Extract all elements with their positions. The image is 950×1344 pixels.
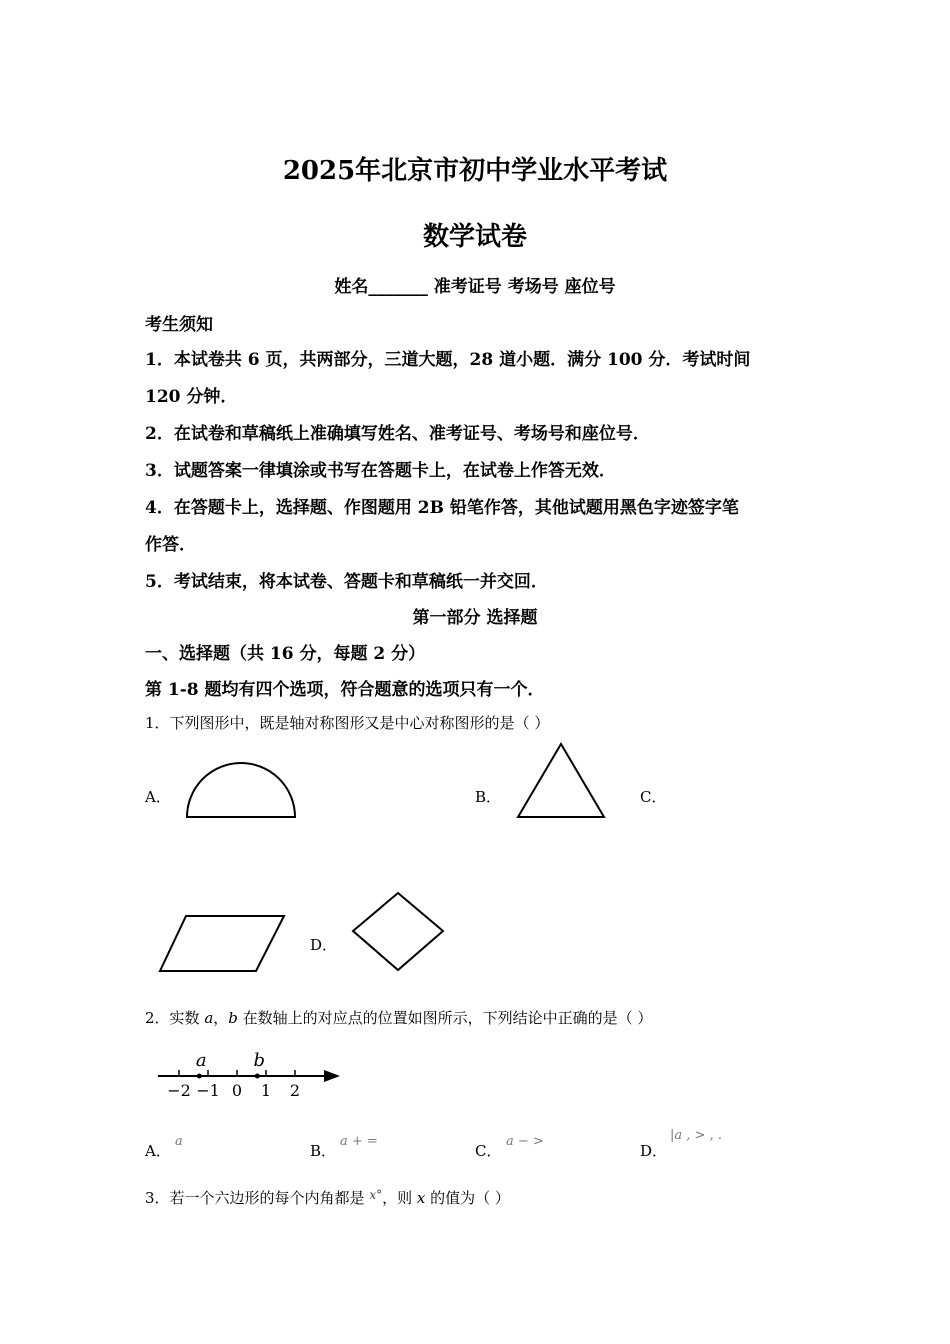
parallelogram-figure (156, 914, 288, 976)
notice-item: 120 分钟． (145, 387, 238, 407)
q2-stem-prefix: 2．实数 (145, 1009, 205, 1027)
number-line-figure (150, 1046, 350, 1102)
candidate-info-line: 姓名_______ 准考证号 考场号 座位号 (334, 277, 616, 297)
number-line-label-a: a (195, 1050, 207, 1071)
q3-stem-mid: ，则 (382, 1189, 417, 1207)
number-line-tick-label: 1 (260, 1081, 272, 1100)
q3-var-x: x (416, 1189, 426, 1207)
notice-item: 2．在试卷和草稿纸上准确填写姓名、准考证号、考场号和座位号． (145, 424, 650, 444)
notice-heading: 考生须知 (145, 315, 213, 335)
notice-item: 4．在答题卡上，选择题、作图题用 2B 铅笔作答，其他试题用黑色字迹签字笔 (145, 498, 739, 518)
number-line-tick-label: 0 (231, 1081, 243, 1100)
q2-comma: ， (213, 1009, 229, 1027)
question-2-stem (145, 1007, 652, 1028)
q2-option-b-expr: a + = (340, 1134, 378, 1149)
number-line-point-b (255, 1074, 260, 1079)
number-line-tick-label: −2 (167, 1081, 191, 1100)
section-heading: 一、选择题（共 16 分，每题 2 分） (145, 644, 426, 664)
q2-option-a-label: A． (145, 1142, 171, 1160)
question-3-stem (145, 1187, 510, 1208)
exam-title: 2025年北京市初中学业水平考试 (282, 156, 668, 186)
number-line-arrow (324, 1070, 340, 1082)
q1-option-d-label: D． (310, 936, 338, 954)
q2-option-d-expr: |a , > , . (670, 1128, 722, 1143)
q2-var-b: b (228, 1009, 238, 1027)
notice-item: 作答． (145, 535, 196, 555)
number-line-label-b: b (253, 1050, 266, 1071)
section-instruction: 第 1-8 题均有四个选项，符合题意的选项只有一个． (145, 680, 545, 700)
q1-option-a-label: A． (145, 788, 171, 806)
part-heading: 第一部分 选择题 (412, 608, 538, 628)
q3-angle: x° (369, 1188, 383, 1202)
number-line-tick-label: −1 (196, 1081, 220, 1100)
question-1-stem: 1．下列图形中，既是轴对称图形又是中心对称图形的是（ ） (145, 714, 550, 732)
q3-stem-suffix: 的值为（ ） (425, 1189, 510, 1207)
exam-subtitle: 数学试卷 (422, 222, 527, 252)
semicircle-figure (185, 762, 297, 820)
q2-option-c-expr: a − > (506, 1134, 544, 1149)
number-line-tick-label: 2 (289, 1081, 301, 1100)
triangle-figure (516, 742, 608, 820)
number-line-point-a (197, 1074, 202, 1079)
q2-option-c-label: C． (475, 1142, 502, 1160)
q2-option-d-label: D． (640, 1142, 668, 1160)
q3-stem-prefix: 3．若一个六边形的每个内角都是 (145, 1189, 370, 1207)
q2-var-a: a (204, 1009, 214, 1027)
q1-option-b-label: B． (475, 788, 502, 806)
q1-option-c-label: C． (640, 788, 667, 806)
q2-option-b-label: B． (310, 1142, 337, 1160)
q2-stem-suffix: 在数轴上的对应点的位置如图所示，下列结论中正确的是（ ） (237, 1009, 653, 1027)
notice-item: 1．本试卷共 6 页，共两部分，三道大题，28 道小题．满分 100 分．考试时间 (145, 350, 751, 370)
rhombus-figure (350, 891, 446, 975)
notice-item: 3．试题答案一律填涂或书写在答题卡上，在试卷上作答无效． (145, 461, 616, 481)
q2-option-a-expr: a (175, 1134, 183, 1149)
notice-item: 5．考试结束，将本试卷、答题卡和草稿纸一并交回． (145, 572, 548, 592)
